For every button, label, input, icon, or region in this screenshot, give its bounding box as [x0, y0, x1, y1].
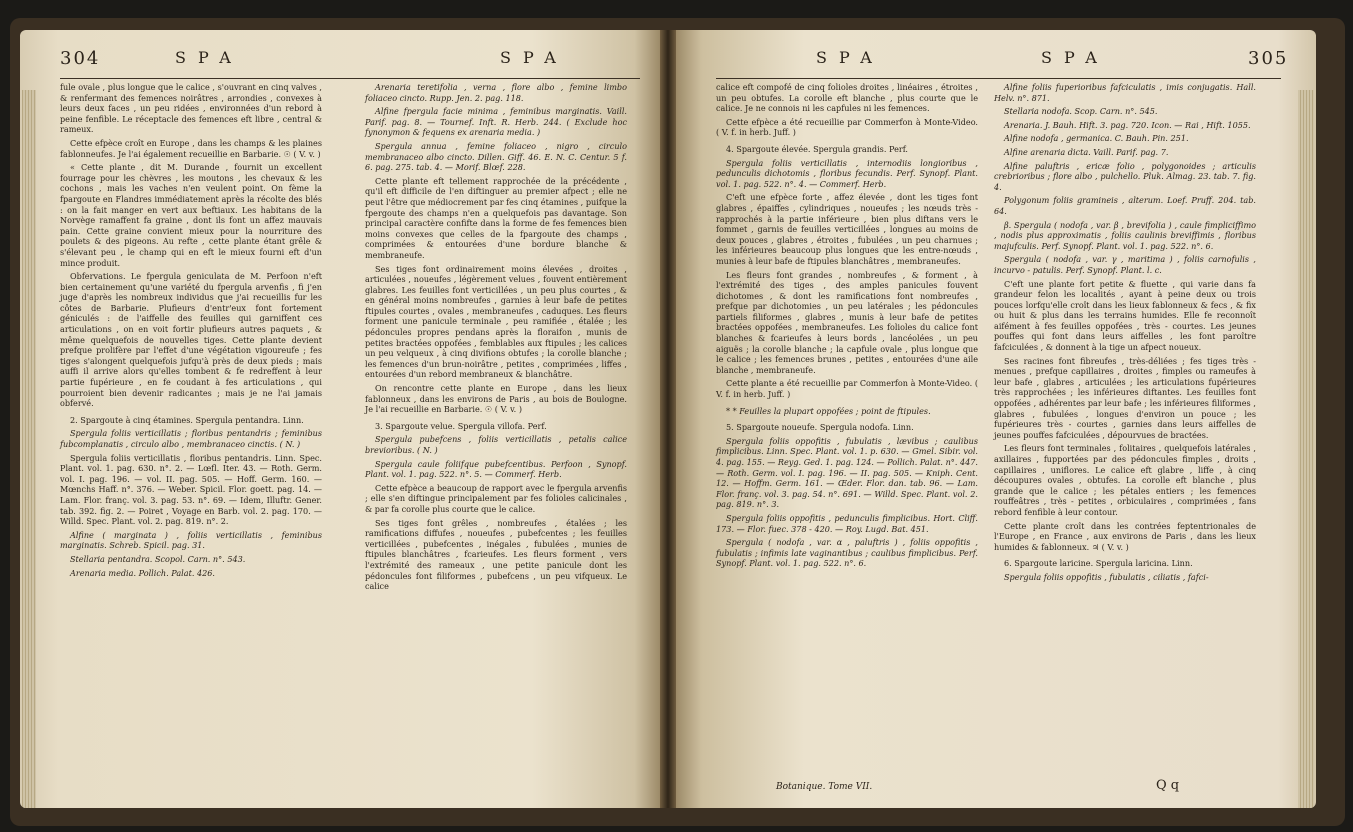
- paragraph: Ses racines font fibreufes , très-déliées ; fes tiges très - menues , prefque capillaires , droites , fimples ou rameufes à leur bafe , glabres , articulées ; les articulations fupérieures très rapprochées ; les inférieures diftantes. Les feuilles font oppofées , adhérentes par leur bafe ; les inférieures filiformes , glabres , fubulées , longues d'environ un pouce ; les fupérieures très - courtes , garnies dans leurs aiffelles de jeunes pouffes fafciculées , dépourvues de bractées.: [994, 355, 1256, 440]
- paragraph: C'eft une plante fort petite & fluette , qui varie dans fa grandeur felon les localités , ayant à peine deux ou trois pouces lorfqu'elle croît dans les lieux fablonneux & fecs , & fix ou huit & plus dans les terrains humides. Elle fe reconnoît aifément à fes feuilles oppofées , très - courtes. Les jeunes pouffes qui font dans leurs aiffelles , les font paroître fafciculées , & donnent à la tige un afpect noueux.: [994, 278, 1256, 353]
- right-header-rule: [716, 78, 1281, 79]
- right-page: [676, 30, 1316, 808]
- left-page: [20, 30, 660, 808]
- paragraph: Cette plante a été recueillie par Commerfon à Monte-Video. ( V. f. in herb. Juff. ): [716, 378, 978, 400]
- paragraph: 4. Spargoute élevée. Spergula grandis. Perf.: [726, 143, 909, 154]
- left-running-head-2: SPA: [500, 48, 568, 67]
- paragraph: Alfine fpergula facie minima , feminibus marginatis. Vaill. Parif. pag. 8. — Tournef. Inft. R. Herb. 244. ( Exclude hoc fynonymon & fequens ex arenaria media. ): [365, 106, 627, 138]
- paragraph: Cette efpèce a beaucoup de rapport avec le fpergula arvenfis ; elle s'en diftingue principalement par fes folioles calicinales , & par fa corolle plus courte que le calice.: [365, 482, 627, 514]
- paragraph: β. Spergula ( nodofa , var. β , brevifolia ) , caule fimpliciffimo , nodis plus approximatis , foliis caulinis breviffimis , floribus majufculis. Perf. Synopf. Plant. vol. 1. pag. 522. n°. 6.: [994, 219, 1256, 251]
- right-header: [676, 44, 1316, 74]
- paragraph: Ses tiges font ordinairement moins élevées , droites , articulées , noueufes , légèrement velues , fouvent entièrement glabres. Les feuilles font verticillées , un peu plus courtes , & en général moins nombreufes , garnies à leur bafe de petites ftipules courtes , ovales , membraneufes , caduques. Les fleurs forment une panicule terminale , peu ramifiée , étalée ; les pédoncules propres pendans après la floraifon , munis de petites bractées oppofées , femblables aux ftipules ; les calices un peu velqueux , à cinq divifions obtufes ; la corolle blanche ; les femences d'un brun-noirâtre , petites , comprimées , liffes , entourées d'un rebord membraneux & blanchâtre.: [365, 263, 627, 380]
- paragraph: Les fleurs font terminales , folitaires , quelquefois latérales , axillaires , fupportées par des pédoncules fimples , droits , capillaires , uniflores. Le calice eft glabre , liffe , à cinq découpures ovales , obtufes. La corolle eft blanche , plus grande que le calice ; les pétales entiers ; les femences rouffeâtres , très - petites , orbiculaires , comprimées , fans rebord fenfible à leur contour.: [994, 443, 1256, 517]
- paragraph: 2. Spargoute à cinq étamines. Spergula pentandra. Linn.: [70, 414, 304, 425]
- paragraph: « Cette plante , dit M. Durande , fournit un excellent fourrage pour les chèvres , les moutons , les chevaux & les cochons , mais les vaches n'en veulent point. On fème la fpargoute en Flandres immédiatement après la récolte des blés : on la fait manger en vert aux beftiaux. Les habitans de la Norvège ramaffent fa graine , dont ils font un affez mauvais pain. Cette graine convient mieux pour la nourriture des poulets & des pigeons. Au refte , cette plante étant grêle & s'élevant peu , le champ qui en eft le mieux fourni eft d'un mince produit.: [60, 162, 322, 268]
- paragraph: Arenaria teretifolia , verna , flore albo , femine limbo foliaceo cincto. Rupp. Jen. 2. pag. 118.: [365, 82, 627, 103]
- paragraph: Alfine paluftris , ericæ folio , polygonoides ; articulis crebrioribus ; flore albo , pulchello. Pluk. Almag. 23. tab. 7. fig. 4.: [994, 160, 1256, 192]
- left-running-head-1: SPA: [175, 48, 243, 67]
- paragraph: Cette efpèce croît en Europe , dans les champs & les plaines fablonneufes. Je l'ai également recueillie en Barbarie. ☉ ( V. v. ): [60, 137, 322, 159]
- page-edges-right: [1298, 90, 1314, 808]
- paragraph: fule ovale , plus longue que le calice , s'ouvrant en cinq valves , & renfermant des femences noirâtres , arrondies , convexes à leurs deux faces , un peu ridées , environnées d'un rebord à peine fenfible. Le réceptacle des femences eft libre , central & rameux.: [60, 82, 322, 135]
- left-header-rule: [60, 78, 640, 79]
- paragraph: Spergula pubefcens , foliis verticillatis , petalis calice brevioribus. ( N. ): [365, 434, 627, 455]
- paragraph: Stellaria nodofa. Scop. Carn. n°. 545.: [1004, 106, 1158, 117]
- right-page-number: 305: [1248, 48, 1289, 69]
- left-page-number: 304: [60, 48, 101, 69]
- paragraph: Les fleurs font grandes , nombreufes , & forment , à l'extrémité des tiges , des amples panicules fouvent dichotomes , & dont les ramifications font nombreufes , prefque par dichotomies , un peu latérales ; les pédoncules partiels filiformes , glabres , munis à leur bafe de petites bractées oppofées , membraneufes. Les folioles du calice font blanches & fcarieufes à leurs bords , lancéolées , un peu aiguës ; la corolle blanche ; la capfule ovale , plus longue que le calice ; les femences brunes , petites , entourées d'une aile blanche , membraneufe.: [716, 269, 978, 375]
- paragraph: Spergula foliis oppofitis , pedunculis fimplicibus. Hort. Cliff. 173. — Flor. fuec. 378 - 420. — Roy. Lugd. Bat. 451.: [716, 512, 978, 534]
- paragraph: C'eft une efpèce forte , affez élevée , dont les tiges font glabres , épaiffes , cylindriques , noueufes ; les nœuds très - rapprochés à la partie inférieure , bien plus diftans vers le fommet , garnis de feuilles verticillées , longues au moins de deux pouces , glabres , étroites , fubulées , un peu charnues ; les inférieures beaucoup plus longues que les entre-nœuds , munies à leur bafe de ftipules blanchâtres , membraneufes.: [716, 192, 978, 266]
- paragraph: On rencontre cette plante en Europe , dans les lieux fablonneux , dans les environs de Paris , au bois de Boulogne. Je l'ai recueillie en Barbarie. ☉ ( V. v. ): [365, 383, 627, 415]
- right-column-1: [716, 82, 978, 572]
- paragraph: Spergula foliis verticillatis , floribus pentandris. Linn. Spec. Plant. vol. 1. pag. 630. n°. 2. — Lœfl. Iter. 43. — Roth. Germ. vol. I. pag. 196. — vol. II. pag. 505. — Hoff. Germ. 160. — Mœnchs Haff. n°. 376. — Weber. Spicil. Flor. goett. pag. 14. — Lam. Flor. franç. vol. 3. pag. 53. n°. 69. — Idem, Illuftr. Gener. tab. 392. fig. 2. — Poiret , Voyage en Barb. vol. 2. pag. 170. — Willd. Spec. Plant. vol. 2. pag. 819. n°. 2.: [60, 452, 322, 527]
- right-running-head-1: SPA: [816, 48, 884, 67]
- paragraph: Spergula foliis oppofitis , fubulatis , ciliatis , fafci-: [1004, 571, 1209, 582]
- left-column-1: [60, 82, 322, 581]
- paragraph: Alfine ( marginata ) , foliis verticillatis , feminibus marginatis. Schreb. Spicil. pag. 31.: [60, 529, 322, 551]
- paragraph: Spergula ( nodofa , var. γ , maritima ) , foliis carnofulis , incurvo - patulis. Perf. Synopf. Plant. l. c.: [994, 254, 1256, 275]
- paragraph: * * Feuilles la plupart oppofées ; point de ftipules.: [726, 405, 931, 416]
- paragraph: 3. Spargoute velue. Spergula villofa. Perf.: [375, 420, 547, 431]
- right-column-2: [994, 82, 1256, 586]
- paragraph: Cette plante croît dans les contrées feptentrionales de l'Europe , en France , aux environs de Paris , dans les lieux humides & fablonneux. ♃ ( V. v. ): [994, 520, 1256, 552]
- paragraph: Arenaria media. Pollich. Palat. 426.: [70, 567, 215, 578]
- paragraph: calice eft compofé de cinq folioles droites , linéaires , étroites , un peu obtufes. La corolle eft blanche , plus courte que le calice. Je ne connois ni les capfules ni les femences.: [716, 82, 978, 114]
- paragraph: Spergula foliis verticillatis ; floribus pentandris ; feminibus fubcomplanatis , circulo albo , membranaceo cinctis. ( N. ): [60, 428, 322, 449]
- paragraph: 5. Spargoute noueufe. Spergula nodofa. Linn.: [726, 422, 914, 433]
- left-column-2: [365, 82, 627, 595]
- paragraph: Obfervations. Le fpergula geniculata de M. Perfoon n'eft bien certainement qu'une variété du fpergula arvenfis , fi j'en juge d'après les nombreux individus que j'ai recueillis fur les côtes de Barbarie. Plufieurs d'entr'eux font fortement géniculés : de l'aiffelle des feuilles qui garniffent ces articulations , on en voit fortir plufieurs autres paquets , & même quelquefois de nouvelles tiges. Cette plante devient prefque prolifère par l'effet d'une végétation vigoureufe ; fes tiges s'alongent quelquefois jufqu'à près de deux pieds ; mais auffi il arrive alors qu'elles tombent & fe redreffent à leur partie fupérieure , en fe coudant à fes articulations , qui pourroient bien devenir radicantes ; mais je ne l'ai jamais obfervé.: [60, 271, 322, 409]
- paragraph: Spergula caule foliifque pubefcentibus. Perfoon , Synopf. Plant. vol. 1. pag. 522. n°. 5. — Commerf. Herb.: [365, 458, 627, 480]
- book-gutter: [660, 30, 676, 808]
- page-edges-left: [22, 90, 36, 808]
- paragraph: Spergula foliis oppofitis , fubulatis , lævibus ; caulibus fimplicibus. Linn. Spec. Plant. vol. 1. p. 630. — Gmel. Sibir. vol. 4. pag. 155. — Reyg. Ged. 1. pag. 124. — Pollich. Palat. n°. 447. — Roth. Germ. vol. I. pag. 196. — II. pag. 505. — Kniph. Cent. 12. — Hoffm. Germ. 161. — Œder. Flor. dan. tab. 96. — Lam. Flor. franç. vol. 3. pag. 54. n°. 691. — Willd. Spec. Plant. vol. 2. pag. 819. n°. 3.: [716, 435, 978, 510]
- volume-footer: Botanique. Tome VII.: [776, 782, 873, 792]
- paragraph: Stellaria pentandra. Scopol. Carn. n°. 543.: [70, 553, 246, 564]
- paragraph: Spergula ( nodofa , var. α , paluftris ) , foliis oppofitis , fubulatis ; infimis late vaginantibus ; caulibus fimplicibus. Perf. Synopf. Plant. vol. 1. pag. 522. n°. 6.: [716, 537, 978, 569]
- paragraph: Alfine arenaria dicta. Vaill. Parif. pag. 7.: [1004, 146, 1169, 157]
- paragraph: Alfine nodofa , germanica. C. Bauh. Pin. 251.: [1004, 133, 1189, 144]
- paragraph: Cette efpèce a été recueillie par Commerfon à Monte-Video. ( V. f. in herb. Juff. ): [716, 116, 978, 138]
- paragraph: Spergula foliis verticillatis , internodiis longioribus , pedunculis dichotomis , floribus fecundis. Perf. Synopf. Plant. vol. 1. pag. 522. n°. 4. — Commerf. Herb.: [716, 157, 978, 189]
- paragraph: Arenaria. J. Bauh. Hift. 3. pag. 720. Icon. — Rai , Hift. 1055.: [1004, 119, 1251, 130]
- right-running-head-2: SPA: [1041, 48, 1109, 67]
- left-header: [20, 44, 660, 74]
- signature-mark: Q q: [1156, 778, 1180, 793]
- paragraph: Spergula annua , femine foliaceo , nigro , circulo membranaceo albo cincto. Dillen. Giff. 46. E. N. C. Centur. 5 f. 6. pag. 275. tab. 4. — Morif. Blœf. 228.: [365, 140, 627, 173]
- paragraph: Ses tiges font grêles , nombreufes , étalées ; les ramifications diffufes , noueufes , pubefcentes ; les feuilles verticillées , pubefcentes , inégales , fubulées , munies de ftipules blanchâtres , fcarieufes. Les fleurs forment , vers l'extrémité des rameaux , une petite panicule dont les pédoncules font filiformes , pubefcens , un peu vifqueux. Le calice: [365, 517, 627, 592]
- paragraph: Polygonum foliis gramineis , alterum. Loef. Pruff. 204. tab. 64.: [994, 195, 1256, 216]
- paragraph: 6. Spargoute laricine. Spergula laricina. Linn.: [1004, 558, 1193, 569]
- paragraph: Cette plante eft tellement rapprochée de la précédente , qu'il eft difficile de l'en diftinguer au premier afpect ; elle ne peut l'être que médiocrement par fes cinq étamines , puifque la fpergoute des champs n'en a quelquefois pas davantage. Son principal caractère confifte dans la forme de fes femences bien moins convexes que celles de la fpargoute des champs , comprimées & entourées d'une bordure blanche & membraneufe.: [365, 175, 627, 260]
- paragraph: Alfine foliis fuperioribus fafciculatis , imis conjugatis. Hall. Helv. n°. 871.: [994, 82, 1256, 103]
